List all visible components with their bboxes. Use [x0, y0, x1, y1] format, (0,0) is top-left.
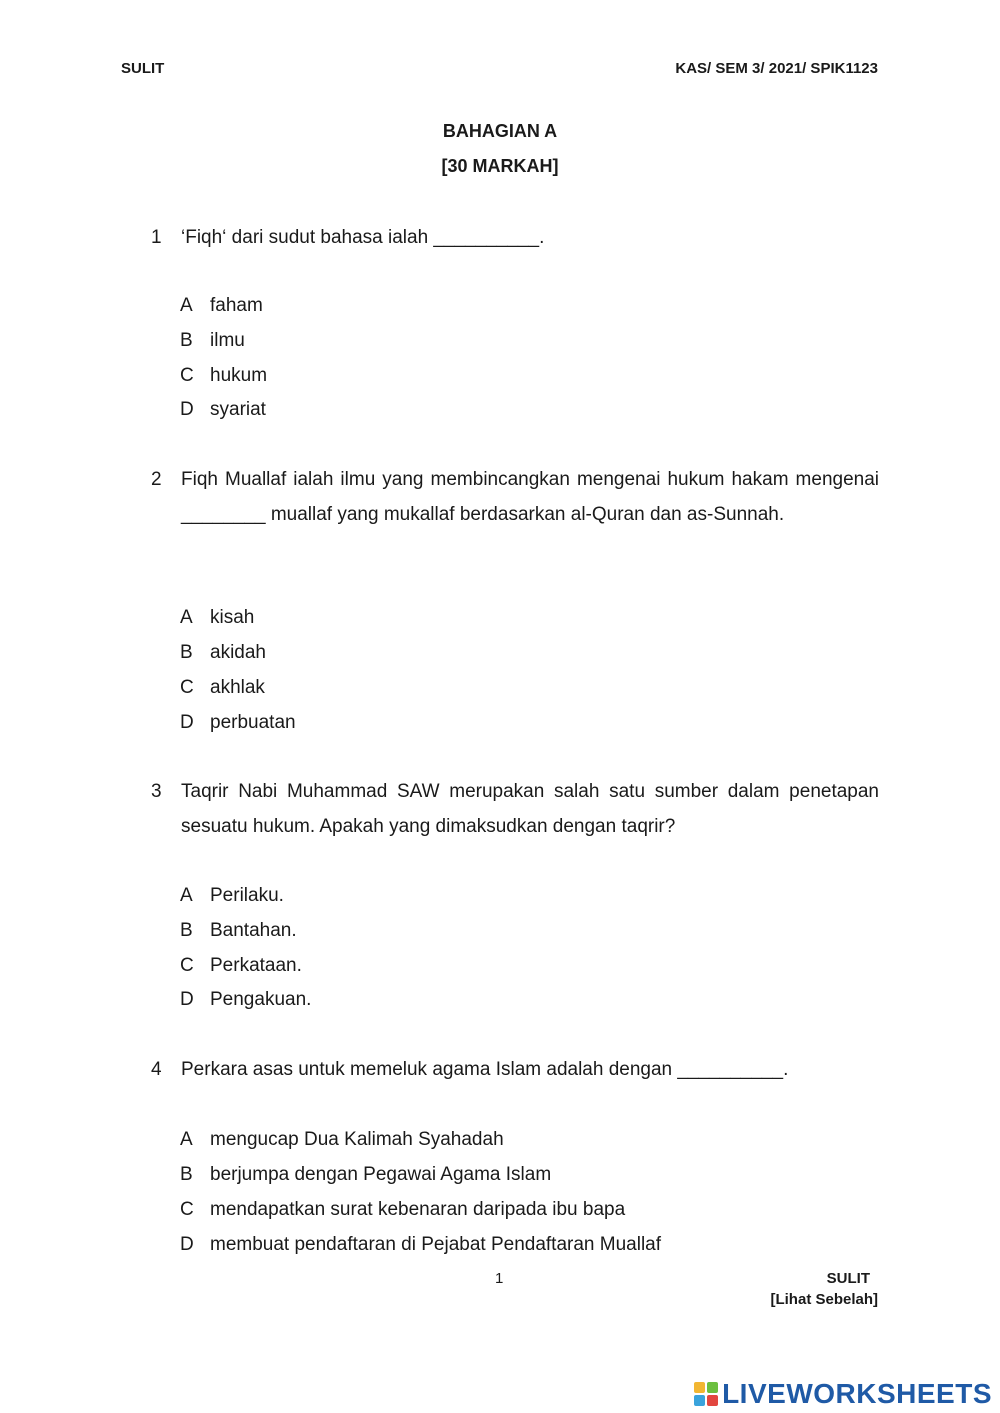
option-3a[interactable] [180, 884, 284, 908]
page-number: 1 [495, 1270, 504, 1287]
option-4b[interactable] [180, 1163, 551, 1187]
option-letter: C [180, 365, 194, 386]
option-1b[interactable] [180, 329, 245, 353]
option-letter: B [180, 920, 193, 941]
question-number: 1 [151, 227, 162, 248]
option-letter: A [180, 607, 193, 628]
option-letter: A [180, 295, 193, 316]
option-text: Bantahan. [210, 920, 297, 941]
question-4 [151, 1053, 879, 1088]
option-text: kisah [210, 607, 255, 628]
option-text: mengucap Dua Kalimah Syahadah [210, 1129, 504, 1150]
option-2a[interactable] [180, 606, 254, 630]
option-text: ilmu [210, 330, 245, 351]
option-text: akhlak [210, 677, 265, 698]
question-number: 2 [151, 469, 162, 490]
liveworksheets-wordmark: LIVEWORKSHEETS [722, 1378, 992, 1409]
option-letter: B [180, 1164, 193, 1185]
option-text: Pengakuan. [210, 989, 312, 1010]
question-number: 3 [151, 781, 162, 802]
footer-sulit: SULIT [826, 1270, 870, 1287]
option-letter: C [180, 677, 194, 698]
option-letter: B [180, 330, 193, 351]
option-2d[interactable] [180, 711, 296, 735]
option-3b[interactable] [180, 919, 297, 943]
option-1d[interactable] [180, 398, 266, 422]
option-text: syariat [210, 399, 266, 420]
header-sulit: SULIT [121, 60, 165, 77]
header-course-code: KAS/ SEM 3/ 2021/ SPIK1123 [675, 60, 878, 77]
option-text: membuat pendaftaran di Pejabat Pendaftaran Muallaf [210, 1234, 662, 1255]
section-title: BAHAGIAN A [442, 121, 558, 141]
option-letter: D [180, 712, 194, 733]
option-letter: C [180, 955, 194, 976]
option-4a[interactable] [180, 1128, 504, 1152]
option-2c[interactable] [180, 676, 265, 700]
option-text: Perilaku. [210, 885, 284, 906]
footer-next-page: [Lihat Sebelah] [770, 1291, 878, 1308]
option-1c[interactable] [180, 364, 267, 388]
option-text: mendapatkan surat kebenaran daripada ibu bapa [210, 1199, 626, 1220]
option-letter: A [180, 1129, 193, 1150]
question-number: 4 [151, 1059, 162, 1080]
option-text: faham [210, 295, 263, 316]
option-3d[interactable] [180, 988, 311, 1012]
question-text: ‘Fiqh‘ dari sudut bahasa ialah __________. [181, 227, 545, 248]
question-text: Taqrir Nabi Muhammad SAW merupakan salah satu sumber dalam penetapan sesuatu hukum. Apakah yang dimaksudkan dengan taqrir? [181, 781, 879, 837]
option-letter: D [180, 1234, 194, 1255]
question-3 [151, 775, 879, 844]
option-letter: C [180, 1199, 194, 1220]
option-letter: D [180, 399, 194, 420]
option-text: akidah [210, 642, 266, 663]
option-3c[interactable] [180, 954, 302, 978]
option-4d[interactable] [180, 1233, 661, 1257]
option-letter: B [180, 642, 193, 663]
option-2b[interactable] [180, 641, 266, 665]
liveworksheets-logo-icon [694, 1382, 718, 1406]
option-1a[interactable] [180, 294, 263, 318]
option-letter: A [180, 885, 193, 906]
option-4c[interactable] [180, 1198, 625, 1222]
option-text: perbuatan [210, 712, 296, 733]
section-marks: [30 MARKAH] [441, 156, 559, 176]
question-text: Perkara asas untuk memeluk agama Islam adalah dengan __________. [181, 1059, 789, 1080]
question-text: Fiqh Muallaf ialah ilmu yang membincangkan mengenai hukum hakam mengenai ________ muallaf yang mukallaf berdasarkan al-Quran dan as-Sunnah. [181, 469, 879, 525]
option-text: berjumpa dengan Pegawai Agama Islam [210, 1164, 552, 1185]
question-1 [151, 221, 879, 256]
option-text: Perkataan. [210, 955, 302, 976]
option-letter: D [180, 989, 194, 1010]
question-2 [151, 463, 879, 532]
liveworksheets-logo[interactable] [694, 1378, 992, 1410]
option-text: hukum [210, 365, 268, 386]
